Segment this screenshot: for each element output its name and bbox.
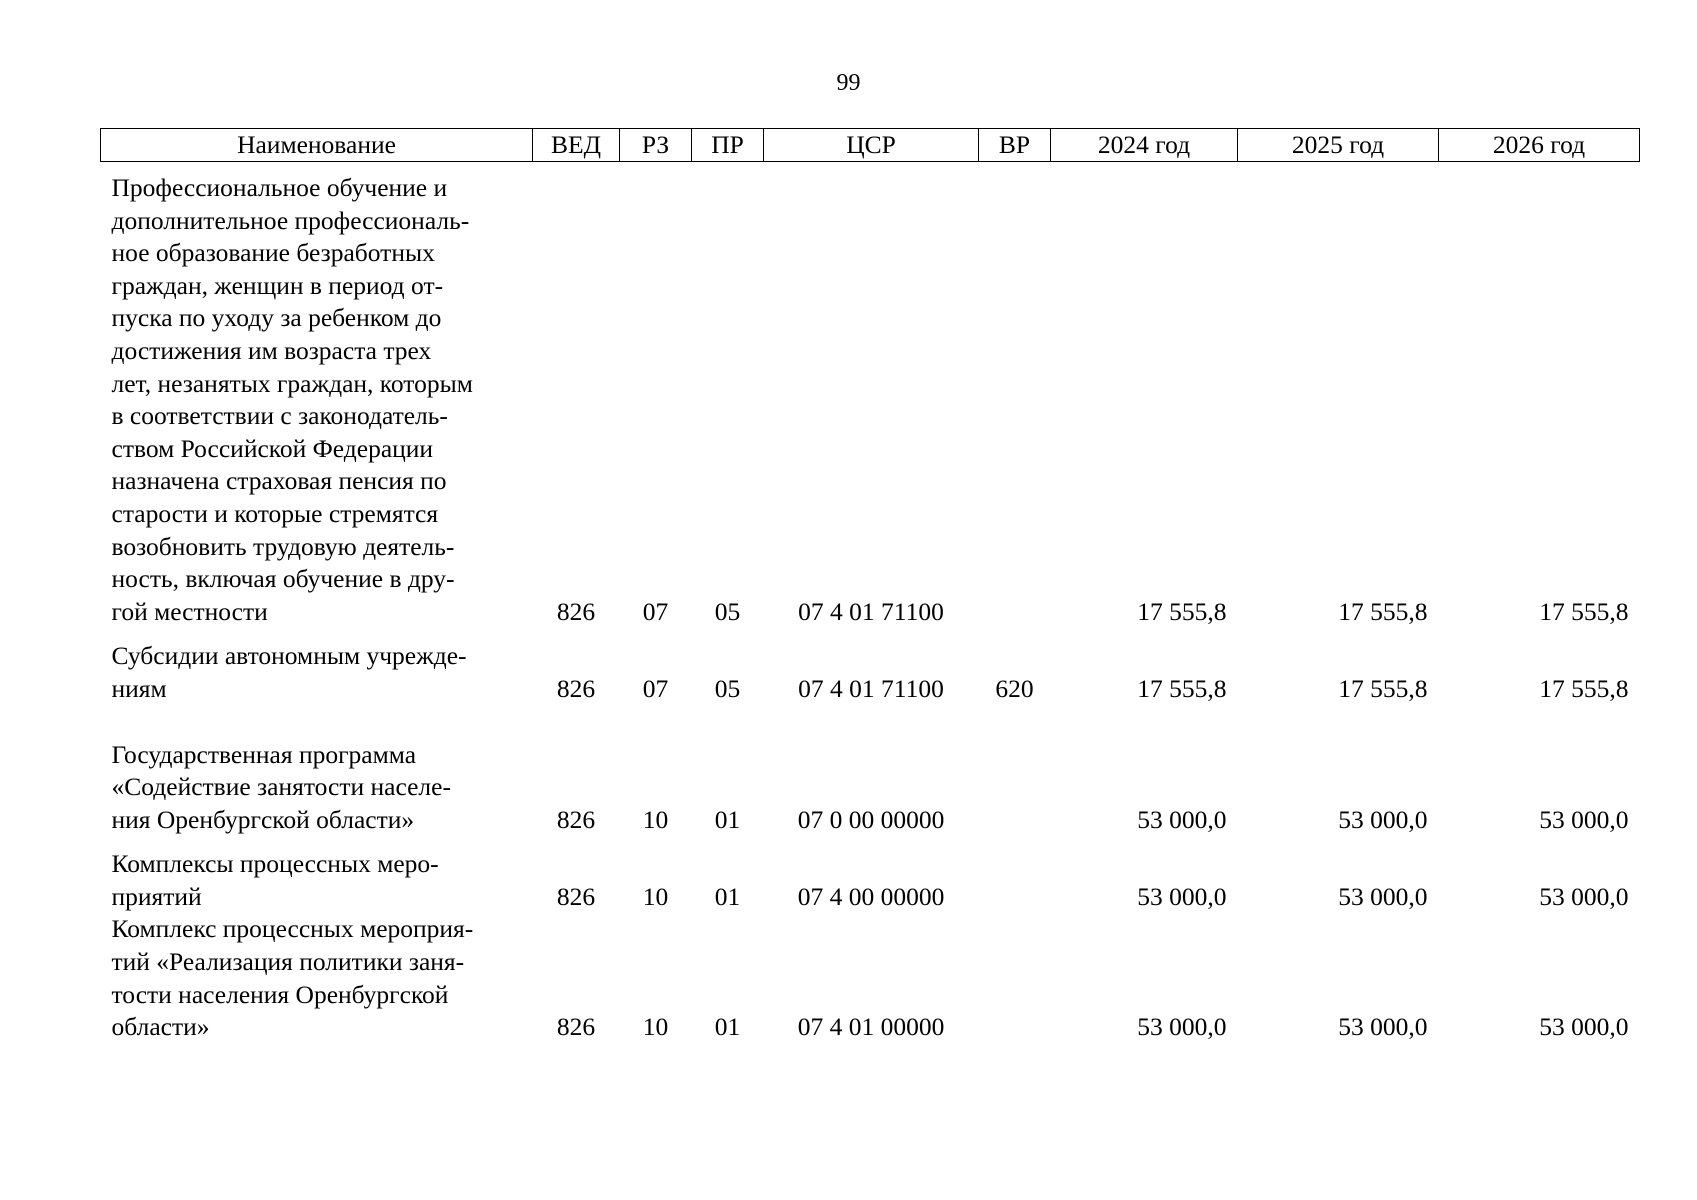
cell-csr: 07 0 00 00000	[797, 804, 945, 834]
name-line: Комплекс процессных мероприя-	[111, 914, 474, 944]
table-header-row	[101, 129, 1640, 162]
cell-pr: 01	[714, 1012, 741, 1042]
row-name	[101, 836, 533, 913]
cell-2026: 53 000,0	[1539, 804, 1629, 834]
header-csr: ЦСР	[764, 129, 979, 162]
cell-2025: 17 555,8	[1338, 596, 1428, 626]
cell-csr: 07 4 01 71100	[798, 596, 944, 626]
name-line: назначена страховая пенсия по	[111, 466, 447, 496]
cell-rz: 10	[642, 1012, 669, 1042]
name-line: старости и которые стремятся	[111, 498, 439, 528]
cell-pr: 01	[714, 804, 741, 834]
cell-csr: 07 4 01 71100	[798, 673, 944, 703]
cell-vr	[979, 913, 1051, 1043]
cell-vr	[979, 162, 1051, 629]
cell-rz: 10	[642, 804, 669, 834]
cell-vr	[979, 706, 1051, 837]
row-name	[101, 162, 533, 629]
cell-rz: 10	[642, 881, 669, 911]
name-line: достижения им возраста трех	[111, 335, 432, 365]
cell-csr: 07 4 01 00000	[797, 1012, 945, 1042]
header-ved: ВЕД	[533, 129, 620, 162]
header-2025: 2025 год	[1238, 129, 1439, 162]
header-vr: ВР	[979, 129, 1051, 162]
header-2026: 2026 год	[1439, 129, 1640, 162]
cell-2024: 53 000,0	[1137, 804, 1227, 834]
name-line: Профессиональное обучение и	[111, 173, 448, 202]
name-line: дополнительное профессиональ-	[111, 205, 470, 235]
cell-ved: 826	[556, 596, 596, 626]
name-line: граждан, женщин в период от-	[111, 270, 444, 300]
header-pr: ПР	[692, 129, 764, 162]
cell-2024: 17 555,8	[1137, 596, 1227, 626]
cell-2026: 17 555,8	[1539, 596, 1629, 626]
cell-2024: 53 000,0	[1137, 881, 1227, 911]
cell-2025: 53 000,0	[1338, 881, 1428, 911]
cell-ved: 826	[556, 804, 596, 834]
header-rz: РЗ	[620, 129, 692, 162]
cell-pr: 05	[714, 673, 741, 703]
name-line: в соответствии с законодатель-	[111, 401, 448, 431]
name-line: возобновить трудовую деятель-	[111, 531, 455, 561]
table-row	[101, 162, 1640, 629]
name-line: гой местности	[111, 596, 268, 626]
name-line: «Содействие занятости населе-	[111, 772, 451, 802]
cell-2025: 17 555,8	[1338, 673, 1428, 703]
name-line: ния Оренбургской области»	[111, 804, 415, 834]
table-row	[101, 628, 1640, 705]
cell-2026: 53 000,0	[1539, 1012, 1629, 1042]
table-row	[101, 913, 1640, 1043]
budget-table	[100, 128, 1640, 1044]
name-line: приятий	[111, 881, 202, 911]
header-2024: 2024 год	[1051, 129, 1238, 162]
name-line: Государственная программа	[111, 739, 417, 769]
name-line: ное образование безработных	[111, 238, 435, 268]
name-line: ниям	[111, 673, 167, 703]
cell-rz: 07	[642, 596, 669, 626]
cell-pr: 05	[714, 596, 741, 626]
name-line: области»	[111, 1012, 210, 1042]
cell-2026: 53 000,0	[1539, 881, 1629, 911]
name-line: Комплексы процессных меро-	[111, 849, 439, 879]
name-line: тости населения Оренбургской	[111, 979, 449, 1009]
cell-2025: 53 000,0	[1338, 804, 1428, 834]
cell-2024: 53 000,0	[1137, 1012, 1227, 1042]
header-name: Наименование	[101, 129, 533, 162]
cell-ved: 826	[556, 1012, 596, 1042]
cell-pr: 01	[714, 881, 741, 911]
cell-2024: 17 555,8	[1137, 673, 1227, 703]
cell-ved: 826	[556, 881, 596, 911]
page-number: 99	[836, 70, 861, 96]
row-name	[101, 628, 533, 705]
cell-csr: 07 4 00 00000	[797, 881, 945, 911]
row-name	[101, 913, 533, 1043]
cell-2025: 53 000,0	[1338, 1012, 1428, 1042]
name-line: пуска по уходу за ребенком до	[111, 303, 442, 333]
table-row	[101, 836, 1640, 913]
row-name	[101, 706, 533, 837]
cell-ved: 826	[556, 673, 596, 703]
table-row	[101, 706, 1640, 837]
name-line: тий «Реализация политики заня-	[111, 947, 465, 977]
cell-vr: 620	[995, 673, 1034, 703]
cell-2026: 17 555,8	[1539, 673, 1629, 703]
name-line: лет, незанятых граждан, которым	[111, 368, 473, 398]
name-line: ством Российской Федерации	[111, 433, 434, 463]
name-line: ность, включая обучение в дру-	[111, 564, 455, 594]
name-line: Субсидии автономным учрежде-	[111, 641, 467, 671]
cell-rz: 07	[642, 673, 669, 703]
cell-vr	[979, 836, 1051, 913]
